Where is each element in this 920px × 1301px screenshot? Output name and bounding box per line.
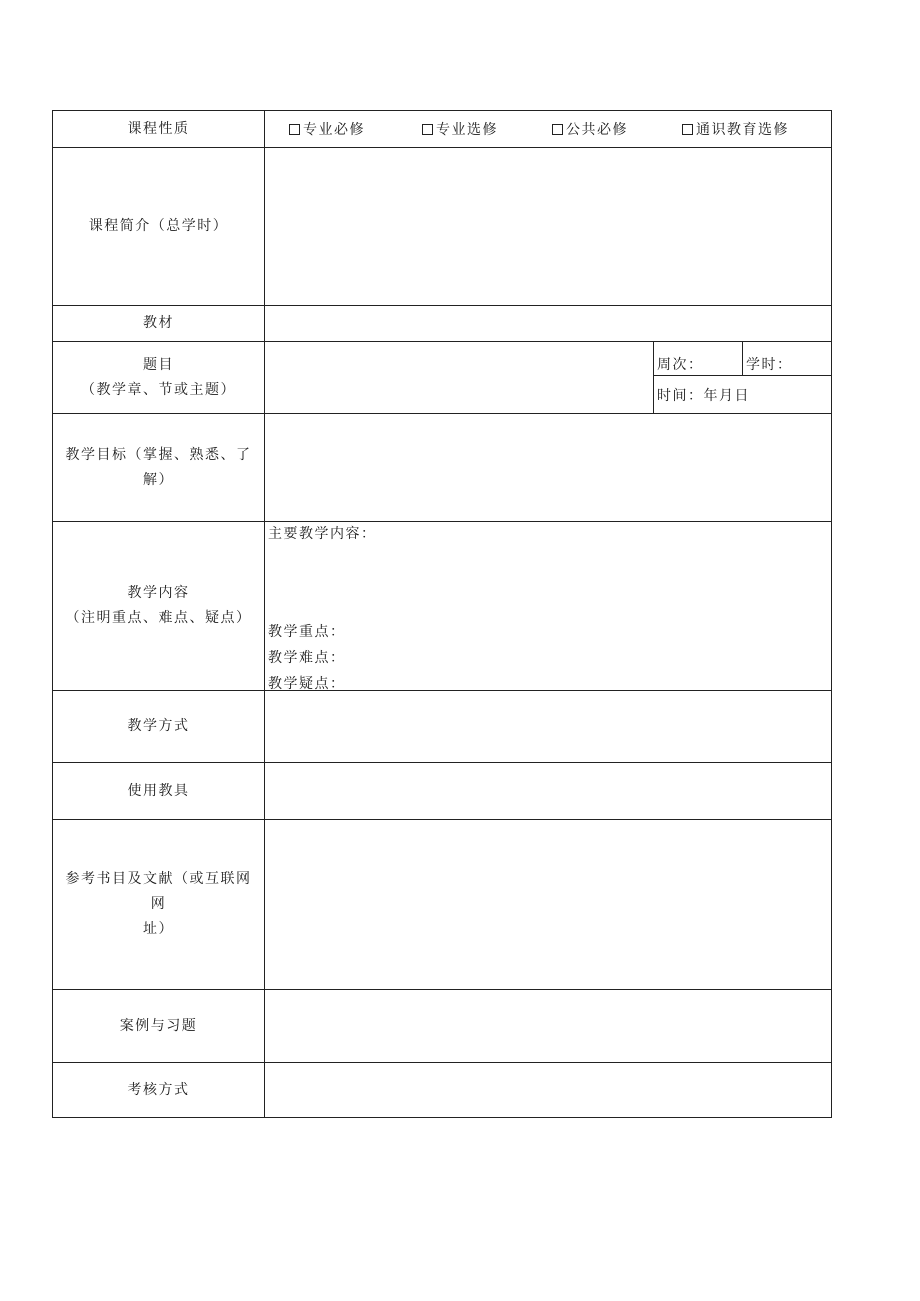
topic-label-line2: （教学章、节或主题）	[81, 381, 236, 398]
row-teaching-method	[53, 690, 831, 762]
teaching-tools-label-text: 使用教具	[127, 782, 190, 799]
objectives-label	[53, 414, 265, 521]
cases-field[interactable]	[265, 990, 831, 1062]
main-content-label: 主要教学内容：	[268, 526, 377, 542]
references-field[interactable]	[265, 820, 831, 989]
references-label	[53, 820, 265, 989]
objectives-field[interactable]	[265, 414, 831, 521]
assessment-label	[53, 1063, 265, 1117]
row-course-nature	[53, 111, 831, 147]
checkbox-major-required[interactable]	[289, 124, 300, 135]
content-label-line2: （注明重点、难点、疑点）	[65, 610, 252, 626]
cases-label	[53, 990, 265, 1062]
teaching-tools-label	[53, 763, 265, 819]
teaching-method-label-text: 教学方式	[127, 718, 190, 734]
checkbox-general-elective[interactable]	[682, 124, 693, 135]
teaching-method-field[interactable]	[265, 691, 831, 762]
references-label-line2: 址）	[143, 921, 174, 937]
row-textbook	[53, 305, 831, 341]
hours-cell[interactable]	[743, 342, 831, 376]
lesson-plan-form	[52, 110, 832, 1118]
textbook-field[interactable]	[265, 306, 831, 341]
week-cell[interactable]	[654, 342, 743, 376]
checkbox-public-required[interactable]	[552, 124, 563, 135]
cases-label-text: 案例与习题	[119, 1017, 198, 1034]
content-label	[53, 522, 265, 690]
assessment-field[interactable]	[265, 1063, 831, 1117]
option-major-elective[interactable]	[422, 111, 498, 147]
assessment-label-text: 考核方式	[127, 1081, 190, 1098]
row-topic	[53, 341, 831, 413]
option-major-elective-label: 专业选修	[436, 122, 498, 138]
row-references	[53, 819, 831, 989]
course-nature-options	[265, 111, 831, 147]
course-intro-label	[53, 148, 265, 305]
difficult-point-label: 教学难点：	[268, 650, 346, 666]
course-intro-field[interactable]	[265, 148, 831, 305]
doubt-point-label: 教学疑点：	[268, 676, 346, 692]
time-cell[interactable]	[654, 376, 831, 414]
teaching-method-label	[53, 691, 265, 762]
checkbox-major-elective[interactable]	[422, 124, 433, 135]
row-content	[53, 521, 831, 690]
references-label-line1: 参考书目及文献（或互联网网	[65, 871, 252, 912]
option-major-required[interactable]	[289, 111, 365, 147]
textbook-label-text: 教材	[143, 315, 174, 331]
objectives-label-line2: 解）	[143, 471, 174, 488]
content-label-line1: 教学内容	[127, 585, 190, 601]
option-public-required[interactable]	[552, 111, 628, 147]
option-general-elective[interactable]	[682, 111, 789, 147]
objectives-label-line1: 教学目标（掌握、熟悉、了	[65, 446, 252, 463]
textbook-label	[53, 306, 265, 341]
course-nature-label-text: 课程性质	[127, 120, 190, 137]
key-point-label: 教学重点：	[268, 624, 346, 640]
topic-label-line1: 题目	[143, 356, 174, 373]
row-teaching-tools	[53, 762, 831, 819]
topic-value	[265, 342, 831, 413]
topic-field[interactable]	[265, 342, 654, 414]
content-field[interactable]	[265, 522, 831, 690]
option-general-elective-label: 通识教育选修	[696, 122, 789, 138]
course-nature-label	[53, 111, 265, 147]
time-label: 时间：年月日	[657, 388, 750, 404]
course-intro-label-text: 课程简介（总学时）	[88, 218, 229, 234]
option-public-required-label: 公共必修	[566, 122, 628, 138]
hours-label: 学时：	[746, 357, 793, 373]
row-assessment	[53, 1062, 831, 1117]
option-major-required-label: 专业必修	[303, 122, 365, 138]
row-course-intro	[53, 147, 831, 305]
topic-label	[53, 342, 265, 413]
teaching-tools-field[interactable]	[265, 763, 831, 819]
row-cases	[53, 989, 831, 1062]
week-label: 周次：	[657, 357, 704, 373]
row-objectives	[53, 413, 831, 521]
